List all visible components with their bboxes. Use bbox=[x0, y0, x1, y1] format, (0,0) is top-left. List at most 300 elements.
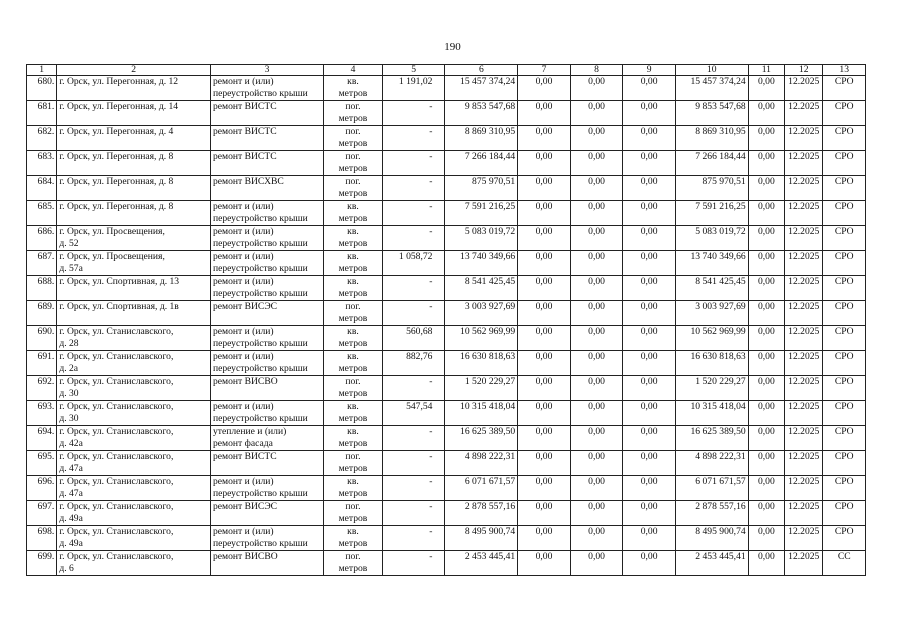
total-cost-cell bbox=[445, 301, 518, 326]
column-7-cell bbox=[518, 401, 571, 426]
unit-cell-line: метров bbox=[338, 112, 368, 124]
column-11-cell-line: 0,00 bbox=[757, 401, 775, 412]
column-header-10: 10 bbox=[675, 65, 748, 76]
column-header-12: 12 bbox=[785, 65, 823, 76]
column-11-cell bbox=[748, 376, 784, 401]
completion-date-cell bbox=[785, 501, 823, 526]
column-10-cell bbox=[675, 526, 748, 551]
total-cost-cell-line: 13 740 349,66 bbox=[460, 251, 516, 262]
row-number bbox=[27, 151, 57, 176]
unit-cell bbox=[324, 251, 383, 276]
completion-date-cell bbox=[785, 276, 823, 301]
completion-date-cell bbox=[785, 451, 823, 476]
method-cell-line: СРО bbox=[834, 76, 854, 87]
column-8-cell bbox=[570, 76, 623, 101]
total-cost-cell-line: 3 003 927,69 bbox=[464, 301, 516, 312]
address-cell-line: г. Орск, ул. Перегонная, д. 8 bbox=[59, 176, 174, 187]
column-8-cell bbox=[570, 226, 623, 251]
work-type-cell bbox=[210, 451, 323, 476]
quantity-cell-line: - bbox=[429, 126, 433, 137]
quantity-cell bbox=[382, 101, 445, 126]
total-cost-cell bbox=[445, 426, 518, 451]
unit-cell bbox=[324, 476, 383, 501]
unit-cell-line: кв. bbox=[347, 526, 359, 537]
quantity-cell-line: 1 191,02 bbox=[398, 76, 433, 87]
column-10-cell bbox=[675, 76, 748, 101]
address-cell-line: г. Орск, ул. Станиславского, bbox=[59, 476, 174, 487]
row-number-line: 695. bbox=[37, 451, 55, 462]
table-row bbox=[27, 551, 866, 576]
table-row bbox=[27, 476, 866, 501]
column-header-2: 2 bbox=[57, 65, 211, 76]
column-11-cell bbox=[748, 251, 784, 276]
total-cost-cell-line: 16 625 389,50 bbox=[460, 426, 516, 437]
column-9-cell-line: 0,00 bbox=[640, 401, 658, 412]
column-number-row bbox=[27, 65, 866, 76]
unit-cell bbox=[324, 201, 383, 226]
row-number bbox=[27, 276, 57, 301]
work-type-cell-line: ремонт ВИСХВС bbox=[212, 176, 284, 187]
column-10-cell-line: 7 266 184,44 bbox=[695, 151, 746, 162]
column-7-cell bbox=[518, 201, 571, 226]
column-7-cell-line: 0,00 bbox=[535, 251, 553, 262]
column-9-cell-line: 0,00 bbox=[640, 301, 658, 312]
column-7-cell-line: 0,00 bbox=[535, 76, 553, 87]
row-number-line: 699. bbox=[37, 551, 55, 562]
method-cell bbox=[823, 226, 866, 251]
column-8-cell bbox=[570, 401, 623, 426]
address-cell bbox=[57, 526, 211, 551]
method-cell bbox=[823, 401, 866, 426]
row-number bbox=[27, 551, 57, 576]
quantity-cell-line: 1 058,72 bbox=[398, 251, 433, 262]
total-cost-cell bbox=[445, 126, 518, 151]
table-row bbox=[27, 276, 866, 301]
total-cost-cell-line: 10 315 418,04 bbox=[460, 401, 516, 412]
method-cell bbox=[823, 251, 866, 276]
address-cell-line: г. Орск, ул. Спортивная, д. 13 bbox=[59, 276, 180, 287]
row-number-line: 693. bbox=[37, 401, 55, 412]
column-7-cell bbox=[518, 176, 571, 201]
completion-date-cell-line: 12.2025 bbox=[788, 276, 820, 287]
quantity-cell-line: - bbox=[429, 526, 433, 537]
table-row bbox=[27, 301, 866, 326]
address-cell-line: г. Орск, ул. Спортивная, д. 1в bbox=[59, 301, 179, 312]
quantity-cell-line: - bbox=[429, 301, 433, 312]
column-10-cell bbox=[675, 226, 748, 251]
column-10-cell bbox=[675, 376, 748, 401]
column-9-cell-line: 0,00 bbox=[640, 201, 658, 212]
column-10-cell-line: 6 071 671,57 bbox=[695, 476, 746, 487]
row-number bbox=[27, 376, 57, 401]
column-11-cell bbox=[748, 351, 784, 376]
total-cost-cell-line: 1 520 229,27 bbox=[464, 376, 516, 387]
completion-date-cell-line: 12.2025 bbox=[788, 426, 820, 437]
work-type-cell bbox=[210, 376, 323, 401]
quantity-cell bbox=[382, 551, 445, 576]
method-cell bbox=[823, 476, 866, 501]
column-header-4: 4 bbox=[324, 65, 383, 76]
address-cell bbox=[57, 551, 211, 576]
row-number bbox=[27, 301, 57, 326]
unit-cell-line: кв. bbox=[347, 201, 359, 212]
column-7-cell-line: 0,00 bbox=[535, 476, 553, 487]
column-9-cell-line: 0,00 bbox=[640, 376, 658, 387]
column-8-cell-line: 0,00 bbox=[588, 276, 605, 287]
address-cell-line: д. 6 bbox=[59, 562, 74, 574]
column-9-cell bbox=[623, 401, 676, 426]
method-cell-line: СС bbox=[837, 551, 851, 562]
quantity-cell-line: - bbox=[429, 226, 433, 237]
completion-date-cell-line: 12.2025 bbox=[788, 301, 820, 312]
completion-date-cell-line: 12.2025 bbox=[788, 326, 820, 337]
method-cell bbox=[823, 126, 866, 151]
column-8-cell-line: 0,00 bbox=[588, 501, 605, 512]
column-7-cell-line: 0,00 bbox=[535, 301, 553, 312]
work-type-cell-line: ремонт и (или) bbox=[212, 76, 274, 87]
completion-date-cell-line: 12.2025 bbox=[788, 201, 820, 212]
table-row bbox=[27, 76, 866, 101]
row-number bbox=[27, 226, 57, 251]
address-cell-line: г. Орск, ул. Просвещения, bbox=[59, 251, 165, 262]
row-number bbox=[27, 101, 57, 126]
work-type-cell-line: переустройство крыши bbox=[212, 287, 308, 299]
column-11-cell-line: 0,00 bbox=[757, 326, 775, 337]
column-10-cell bbox=[675, 276, 748, 301]
work-type-cell bbox=[210, 476, 323, 501]
row-number-line: 694. bbox=[37, 426, 55, 437]
total-cost-cell bbox=[445, 226, 518, 251]
method-cell bbox=[823, 526, 866, 551]
table-row bbox=[27, 151, 866, 176]
column-8-cell bbox=[570, 426, 623, 451]
row-number-line: 688. bbox=[37, 276, 55, 287]
completion-date-cell bbox=[785, 76, 823, 101]
column-8-cell bbox=[570, 501, 623, 526]
work-type-cell bbox=[210, 326, 323, 351]
method-cell bbox=[823, 551, 866, 576]
quantity-cell-line: - bbox=[429, 426, 433, 437]
row-number-line: 682. bbox=[37, 126, 55, 137]
unit-cell-line: метров bbox=[338, 312, 368, 324]
completion-date-cell bbox=[785, 151, 823, 176]
address-cell-line: г. Орск, ул. Станиславского, bbox=[59, 451, 174, 462]
column-10-cell bbox=[675, 501, 748, 526]
address-cell bbox=[57, 176, 211, 201]
column-7-cell bbox=[518, 551, 571, 576]
quantity-cell-line: - bbox=[429, 176, 433, 187]
total-cost-cell-line: 8 869 310,95 bbox=[464, 126, 516, 137]
work-type-cell-line: переустройство крыши bbox=[212, 537, 308, 549]
unit-cell bbox=[324, 151, 383, 176]
column-7-cell-line: 0,00 bbox=[535, 426, 553, 437]
table-row bbox=[27, 451, 866, 476]
work-type-cell-line: ремонт ВИСЭС bbox=[212, 301, 278, 312]
column-8-cell-line: 0,00 bbox=[588, 151, 605, 162]
address-cell-line: г. Орск, ул. Станиславского, bbox=[59, 426, 174, 437]
column-11-cell bbox=[748, 551, 784, 576]
total-cost-cell-line: 6 071 671,57 bbox=[464, 476, 516, 487]
unit-cell bbox=[324, 101, 383, 126]
work-type-cell bbox=[210, 301, 323, 326]
column-8-cell-line: 0,00 bbox=[588, 101, 605, 112]
column-9-cell bbox=[623, 526, 676, 551]
column-10-cell bbox=[675, 351, 748, 376]
unit-cell bbox=[324, 276, 383, 301]
row-number-line: 680. bbox=[37, 76, 55, 87]
quantity-cell bbox=[382, 76, 445, 101]
quantity-cell-line: 882,76 bbox=[406, 351, 433, 362]
work-type-cell-line: ремонт и (или) bbox=[212, 226, 274, 237]
address-cell-line: г. Орск, ул. Станиславского, bbox=[59, 501, 174, 512]
quantity-cell-line: - bbox=[429, 101, 433, 112]
column-7-cell-line: 0,00 bbox=[535, 276, 553, 287]
column-7-cell-line: 0,00 bbox=[535, 551, 553, 562]
column-9-cell bbox=[623, 326, 676, 351]
total-cost-cell bbox=[445, 251, 518, 276]
column-header-1: 1 bbox=[27, 65, 57, 76]
work-type-cell bbox=[210, 501, 323, 526]
work-type-cell-line: утепление и (или) bbox=[212, 426, 287, 437]
row-number-line: 685. bbox=[37, 201, 55, 212]
column-11-cell bbox=[748, 476, 784, 501]
column-8-cell bbox=[570, 376, 623, 401]
method-cell bbox=[823, 176, 866, 201]
address-cell-line: г. Орск, ул. Перегонная, д. 4 bbox=[59, 126, 174, 137]
quantity-cell bbox=[382, 426, 445, 451]
column-7-cell bbox=[518, 101, 571, 126]
column-9-cell bbox=[623, 301, 676, 326]
column-7-cell bbox=[518, 376, 571, 401]
quantity-cell-line: 560,68 bbox=[406, 326, 433, 337]
column-10-cell-line: 5 083 019,72 bbox=[695, 226, 746, 237]
column-9-cell-line: 0,00 bbox=[640, 76, 658, 87]
address-cell-line: д. 30 bbox=[59, 412, 79, 424]
work-type-cell bbox=[210, 426, 323, 451]
column-10-cell-line: 8 869 310,95 bbox=[695, 126, 746, 137]
method-cell-line: СРО bbox=[834, 201, 854, 212]
table-row bbox=[27, 251, 866, 276]
column-9-cell-line: 0,00 bbox=[640, 526, 658, 537]
column-7-cell-line: 0,00 bbox=[535, 101, 553, 112]
column-11-cell bbox=[748, 426, 784, 451]
work-type-cell bbox=[210, 126, 323, 151]
work-type-cell bbox=[210, 401, 323, 426]
column-11-cell-line: 0,00 bbox=[757, 126, 775, 137]
work-type-cell bbox=[210, 151, 323, 176]
column-10-cell bbox=[675, 201, 748, 226]
row-number-line: 689. bbox=[37, 301, 55, 312]
column-11-cell-line: 0,00 bbox=[757, 301, 775, 312]
address-cell-line: г. Орск, ул. Станиславского, bbox=[59, 376, 174, 387]
method-cell bbox=[823, 426, 866, 451]
table-row bbox=[27, 376, 866, 401]
address-cell bbox=[57, 376, 211, 401]
total-cost-cell bbox=[445, 451, 518, 476]
unit-cell-line: метров bbox=[338, 537, 368, 549]
unit-cell-line: кв. bbox=[347, 251, 359, 262]
column-11-cell bbox=[748, 226, 784, 251]
address-cell bbox=[57, 226, 211, 251]
address-cell-line: д. 47а bbox=[59, 462, 83, 474]
unit-cell-line: пог. bbox=[345, 451, 361, 462]
method-cell-line: СРО bbox=[834, 351, 854, 362]
total-cost-cell bbox=[445, 376, 518, 401]
table-row bbox=[27, 126, 866, 151]
column-10-cell bbox=[675, 426, 748, 451]
unit-cell bbox=[324, 426, 383, 451]
table-body bbox=[27, 76, 866, 576]
work-type-cell bbox=[210, 101, 323, 126]
total-cost-cell bbox=[445, 551, 518, 576]
column-header-8: 8 bbox=[570, 65, 623, 76]
column-11-cell-line: 0,00 bbox=[757, 176, 775, 187]
work-type-cell-line: переустройство крыши bbox=[212, 237, 308, 249]
column-7-cell bbox=[518, 76, 571, 101]
column-8-cell-line: 0,00 bbox=[588, 176, 605, 187]
work-type-cell-line: ремонт фасада bbox=[212, 437, 273, 449]
column-9-cell bbox=[623, 201, 676, 226]
address-cell-line: г. Орск, ул. Перегонная, д. 8 bbox=[59, 201, 174, 212]
column-8-cell bbox=[570, 326, 623, 351]
table-row bbox=[27, 176, 866, 201]
unit-cell bbox=[324, 376, 383, 401]
column-9-cell-line: 0,00 bbox=[640, 326, 658, 337]
column-10-cell bbox=[675, 251, 748, 276]
work-type-cell-line: ремонт и (или) bbox=[212, 326, 274, 337]
address-cell bbox=[57, 201, 211, 226]
completion-date-cell bbox=[785, 126, 823, 151]
completion-date-cell-line: 12.2025 bbox=[788, 501, 820, 512]
work-type-cell-line: ремонт и (или) bbox=[212, 201, 274, 212]
column-10-cell bbox=[675, 101, 748, 126]
method-cell-line: СРО bbox=[834, 176, 854, 187]
address-cell-line: д. 57а bbox=[59, 262, 83, 274]
unit-cell bbox=[324, 326, 383, 351]
method-cell-line: СРО bbox=[834, 226, 854, 237]
address-cell-line: г. Орск, ул. Перегонная, д. 12 bbox=[59, 76, 179, 87]
method-cell bbox=[823, 276, 866, 301]
method-cell-line: СРО bbox=[834, 151, 854, 162]
address-cell-line: д. 49а bbox=[59, 537, 83, 549]
column-9-cell bbox=[623, 101, 676, 126]
completion-date-cell bbox=[785, 301, 823, 326]
work-type-cell-line: переустройство крыши bbox=[212, 487, 308, 499]
column-7-cell bbox=[518, 226, 571, 251]
column-10-cell-line: 9 853 547,68 bbox=[695, 101, 746, 112]
column-7-cell-line: 0,00 bbox=[535, 401, 553, 412]
column-11-cell-line: 0,00 bbox=[757, 526, 775, 537]
column-8-cell bbox=[570, 526, 623, 551]
unit-cell-line: метров bbox=[338, 287, 368, 299]
quantity-cell bbox=[382, 276, 445, 301]
column-9-cell-line: 0,00 bbox=[640, 251, 658, 262]
address-cell-line: г. Орск, ул. Перегонная, д. 14 bbox=[59, 101, 179, 112]
row-number bbox=[27, 351, 57, 376]
address-cell-line: д. 47а bbox=[59, 487, 83, 499]
completion-date-cell bbox=[785, 226, 823, 251]
row-number bbox=[27, 76, 57, 101]
unit-cell-line: метров bbox=[338, 462, 368, 474]
quantity-cell bbox=[382, 401, 445, 426]
completion-date-cell bbox=[785, 351, 823, 376]
column-9-cell bbox=[623, 426, 676, 451]
total-cost-cell-line: 4 898 222,31 bbox=[464, 451, 516, 462]
unit-cell bbox=[324, 351, 383, 376]
address-cell bbox=[57, 301, 211, 326]
total-cost-cell-line: 9 853 547,68 bbox=[464, 101, 516, 112]
column-8-cell bbox=[570, 451, 623, 476]
column-8-cell bbox=[570, 301, 623, 326]
work-type-cell-line: ремонт ВИСТС bbox=[212, 101, 277, 112]
method-cell bbox=[823, 76, 866, 101]
completion-date-cell-line: 12.2025 bbox=[788, 226, 820, 237]
column-8-cell-line: 0,00 bbox=[588, 251, 605, 262]
column-11-cell bbox=[748, 201, 784, 226]
unit-cell bbox=[324, 126, 383, 151]
work-type-cell-line: переустройство крыши bbox=[212, 262, 308, 274]
row-number-line: 692. bbox=[37, 376, 55, 387]
table-row bbox=[27, 351, 866, 376]
column-10-cell-line: 10 315 418,04 bbox=[690, 401, 746, 412]
address-cell-line: д. 42а bbox=[59, 437, 83, 449]
address-cell bbox=[57, 101, 211, 126]
column-10-cell bbox=[675, 476, 748, 501]
column-9-cell-line: 0,00 bbox=[640, 226, 658, 237]
column-8-cell bbox=[570, 201, 623, 226]
work-type-cell-line: ремонт и (или) bbox=[212, 351, 274, 362]
column-7-cell bbox=[518, 526, 571, 551]
unit-cell bbox=[324, 176, 383, 201]
quantity-cell-line: - bbox=[429, 451, 433, 462]
method-cell-line: СРО bbox=[834, 476, 854, 487]
total-cost-cell bbox=[445, 201, 518, 226]
column-8-cell-line: 0,00 bbox=[588, 326, 605, 337]
column-8-cell-line: 0,00 bbox=[588, 376, 605, 387]
completion-date-cell-line: 12.2025 bbox=[788, 526, 820, 537]
unit-cell-line: метров bbox=[338, 212, 368, 224]
row-number bbox=[27, 251, 57, 276]
column-11-cell-line: 0,00 bbox=[757, 426, 775, 437]
quantity-cell bbox=[382, 176, 445, 201]
completion-date-cell-line: 12.2025 bbox=[788, 176, 820, 187]
unit-cell-line: метров bbox=[338, 262, 368, 274]
column-8-cell-line: 0,00 bbox=[588, 76, 605, 87]
column-8-cell bbox=[570, 276, 623, 301]
column-7-cell bbox=[518, 151, 571, 176]
column-header-13: 13 bbox=[823, 65, 866, 76]
column-9-cell-line: 0,00 bbox=[640, 476, 658, 487]
column-8-cell-line: 0,00 bbox=[588, 426, 605, 437]
column-11-cell bbox=[748, 101, 784, 126]
total-cost-cell bbox=[445, 526, 518, 551]
quantity-cell bbox=[382, 301, 445, 326]
column-11-cell-line: 0,00 bbox=[757, 451, 775, 462]
row-number-line: 690. bbox=[37, 326, 55, 337]
column-9-cell bbox=[623, 451, 676, 476]
total-cost-cell-line: 7 591 216,25 bbox=[464, 201, 516, 212]
unit-cell-line: пог. bbox=[345, 376, 361, 387]
method-cell bbox=[823, 501, 866, 526]
completion-date-cell-line: 12.2025 bbox=[788, 451, 820, 462]
quantity-cell-line: - bbox=[429, 551, 433, 562]
address-cell bbox=[57, 426, 211, 451]
unit-cell-line: метров bbox=[338, 137, 368, 149]
unit-cell-line: кв. bbox=[347, 326, 359, 337]
unit-cell-line: пог. bbox=[345, 176, 361, 187]
column-11-cell-line: 0,00 bbox=[757, 351, 775, 362]
column-11-cell-line: 0,00 bbox=[757, 101, 775, 112]
